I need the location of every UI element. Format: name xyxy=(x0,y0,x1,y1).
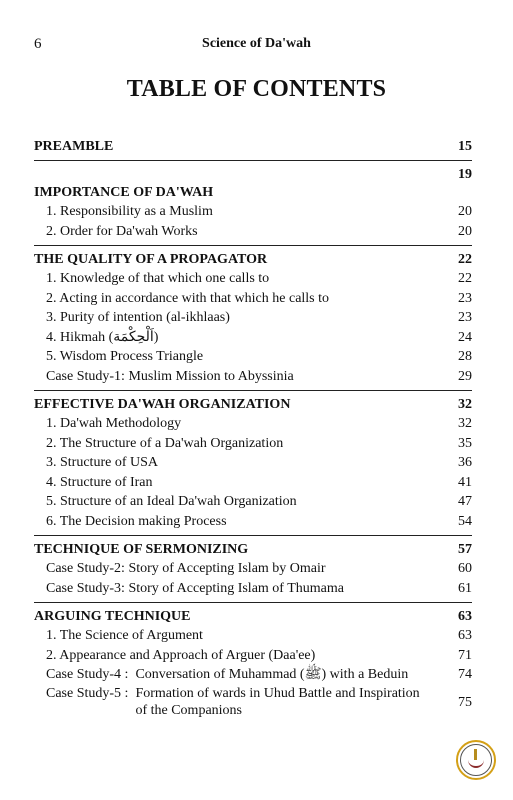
toc-entry-page: 36 xyxy=(458,455,472,470)
toc-entry-label: 5. Wisdom Process Triangle xyxy=(46,349,204,364)
toc-entry[interactable] xyxy=(34,202,472,222)
toc-entry-label: 4. Hikmah (اَلْحِكْمَة) xyxy=(46,329,159,345)
toc-entry-page: 35 xyxy=(458,435,472,451)
toc-entry-page: 23 xyxy=(458,310,472,325)
table-of-contents xyxy=(34,136,472,729)
running-head: Science of Da'wah xyxy=(202,36,311,51)
toc-heading-row[interactable] xyxy=(34,394,472,414)
toc-section-importance xyxy=(34,164,472,246)
toc-entry-page: 32 xyxy=(458,416,472,431)
toc-section-preamble xyxy=(34,136,472,161)
toc-entry[interactable] xyxy=(34,269,472,289)
toc-entry[interactable] xyxy=(34,646,472,666)
toc-entry-page: 54 xyxy=(458,513,472,529)
toc-entry-page: 75 xyxy=(458,694,472,710)
toc-heading-page: 22 xyxy=(458,252,472,267)
toc-entry[interactable] xyxy=(34,473,472,493)
toc-entry-page: 71 xyxy=(458,647,472,663)
toc-entry-page: 61 xyxy=(458,580,472,596)
toc-entry[interactable] xyxy=(34,367,472,387)
case-study-title: Formation of wards in Uhud Battle and Inspiration of the Companions xyxy=(135,685,420,718)
toc-entry[interactable] xyxy=(34,347,472,367)
toc-entry-label: Case Study-1: Muslim Mission to Abyssinia xyxy=(46,368,294,384)
toc-heading-page: 15 xyxy=(458,139,472,154)
toc-entry[interactable] xyxy=(34,512,472,532)
toc-heading-page: 32 xyxy=(458,397,472,412)
toc-entry-page: 74 xyxy=(458,667,472,682)
toc-entry-label: 2. Acting in accordance with that which he calls to xyxy=(46,290,330,306)
toc-entry-label: 5. Structure of an Ideal Da'wah Organization xyxy=(46,494,297,509)
toc-entry-label: Case Study-3: Story of Accepting Islam of Thumama xyxy=(46,580,344,596)
toc-entry-page: 63 xyxy=(458,628,472,643)
toc-entry-label: 2. The Structure of a Da'wah Organization xyxy=(46,435,284,451)
toc-entry[interactable] xyxy=(34,685,472,722)
toc-entry[interactable] xyxy=(34,579,472,599)
toc-entry-label: 3. Purity of intention (al-ikhlaas) xyxy=(46,310,230,325)
toc-entry-label: 2. Order for Da'wah Works xyxy=(46,223,198,239)
toc-section-organization xyxy=(34,394,472,536)
toc-entry-label: 3. Structure of USA xyxy=(46,455,158,470)
toc-entry[interactable] xyxy=(34,328,472,348)
toc-entry-page: 23 xyxy=(458,290,472,306)
toc-entry-label: 1. Responsibility as a Muslim xyxy=(46,204,213,219)
toc-heading-row[interactable] xyxy=(34,539,472,559)
toc-entry-label xyxy=(46,685,426,722)
toc-heading-row[interactable] xyxy=(34,136,472,156)
toc-entry-label: 6. The Decision making Process xyxy=(46,513,227,529)
case-study-title: Conversation of Muhammad (ﷺ) with a Beduin xyxy=(135,667,409,682)
toc-entry-page: 20 xyxy=(458,223,472,239)
toc-entry[interactable] xyxy=(34,222,472,242)
case-study-prefix: Case Study-4 : xyxy=(46,667,129,682)
publisher-logo xyxy=(456,740,496,780)
page-title: TABLE OF CONTENTS xyxy=(126,76,387,102)
toc-heading-label: TECHNIQUE OF SERMONIZING xyxy=(34,542,249,557)
toc-entry-page: 29 xyxy=(458,368,472,384)
toc-heading-label: IMPORTANCE OF DA'WAH xyxy=(34,185,214,200)
toc-heading-label: ARGUING TECHNIQUE xyxy=(34,609,191,624)
toc-heading-row[interactable] xyxy=(34,606,472,626)
toc-entry-label: 2. Appearance and Approach of Arguer (Daa'ee) xyxy=(46,647,316,663)
toc-section-quality xyxy=(34,249,472,391)
toc-heading-page: 63 xyxy=(458,609,472,624)
toc-heading-row[interactable] xyxy=(34,249,472,269)
toc-heading-label: EFFECTIVE DA'WAH ORGANIZATION xyxy=(34,397,291,412)
toc-entry-page: 22 xyxy=(458,271,472,286)
toc-entry[interactable] xyxy=(34,434,472,454)
toc-entry-label: 1. Knowledge of that which one calls to xyxy=(46,271,270,286)
toc-section-sermonizing xyxy=(34,539,472,603)
toc-heading-label: PREAMBLE xyxy=(34,139,114,154)
toc-heading-label: THE QUALITY OF A PROPAGATOR xyxy=(34,252,268,267)
toc-heading-row[interactable] xyxy=(34,164,472,202)
toc-entry-label: 1. The Science of Argument xyxy=(46,628,203,643)
toc-entry[interactable] xyxy=(34,289,472,309)
toc-entry-label: 1. Da'wah Methodology xyxy=(46,416,182,431)
toc-section-arguing xyxy=(34,606,472,726)
toc-entry-label: 4. Structure of Iran xyxy=(46,474,153,490)
toc-entry-page: 41 xyxy=(458,474,472,490)
toc-entry-page: 28 xyxy=(458,349,472,364)
toc-entry-page: 47 xyxy=(458,494,472,509)
toc-entry[interactable] xyxy=(34,414,472,434)
book-pen-icon xyxy=(460,744,492,776)
toc-entry[interactable] xyxy=(34,308,472,328)
toc-heading-page: 19 xyxy=(458,167,472,182)
toc-entry-page: 60 xyxy=(458,561,472,576)
toc-heading-page: 57 xyxy=(458,542,472,557)
page-number: 6 xyxy=(34,36,42,52)
toc-entry[interactable] xyxy=(34,453,472,473)
toc-entry[interactable] xyxy=(34,626,472,646)
toc-entry[interactable] xyxy=(34,665,472,685)
toc-entry-label xyxy=(46,665,408,685)
toc-entry-page: 24 xyxy=(458,329,472,345)
toc-entry[interactable] xyxy=(34,492,472,512)
case-study-prefix: Case Study-5 : xyxy=(46,685,129,701)
toc-entry[interactable] xyxy=(34,559,472,579)
toc-entry-page: 20 xyxy=(458,204,472,219)
toc-entry-label: Case Study-2: Story of Accepting Islam by Omair xyxy=(46,561,326,576)
